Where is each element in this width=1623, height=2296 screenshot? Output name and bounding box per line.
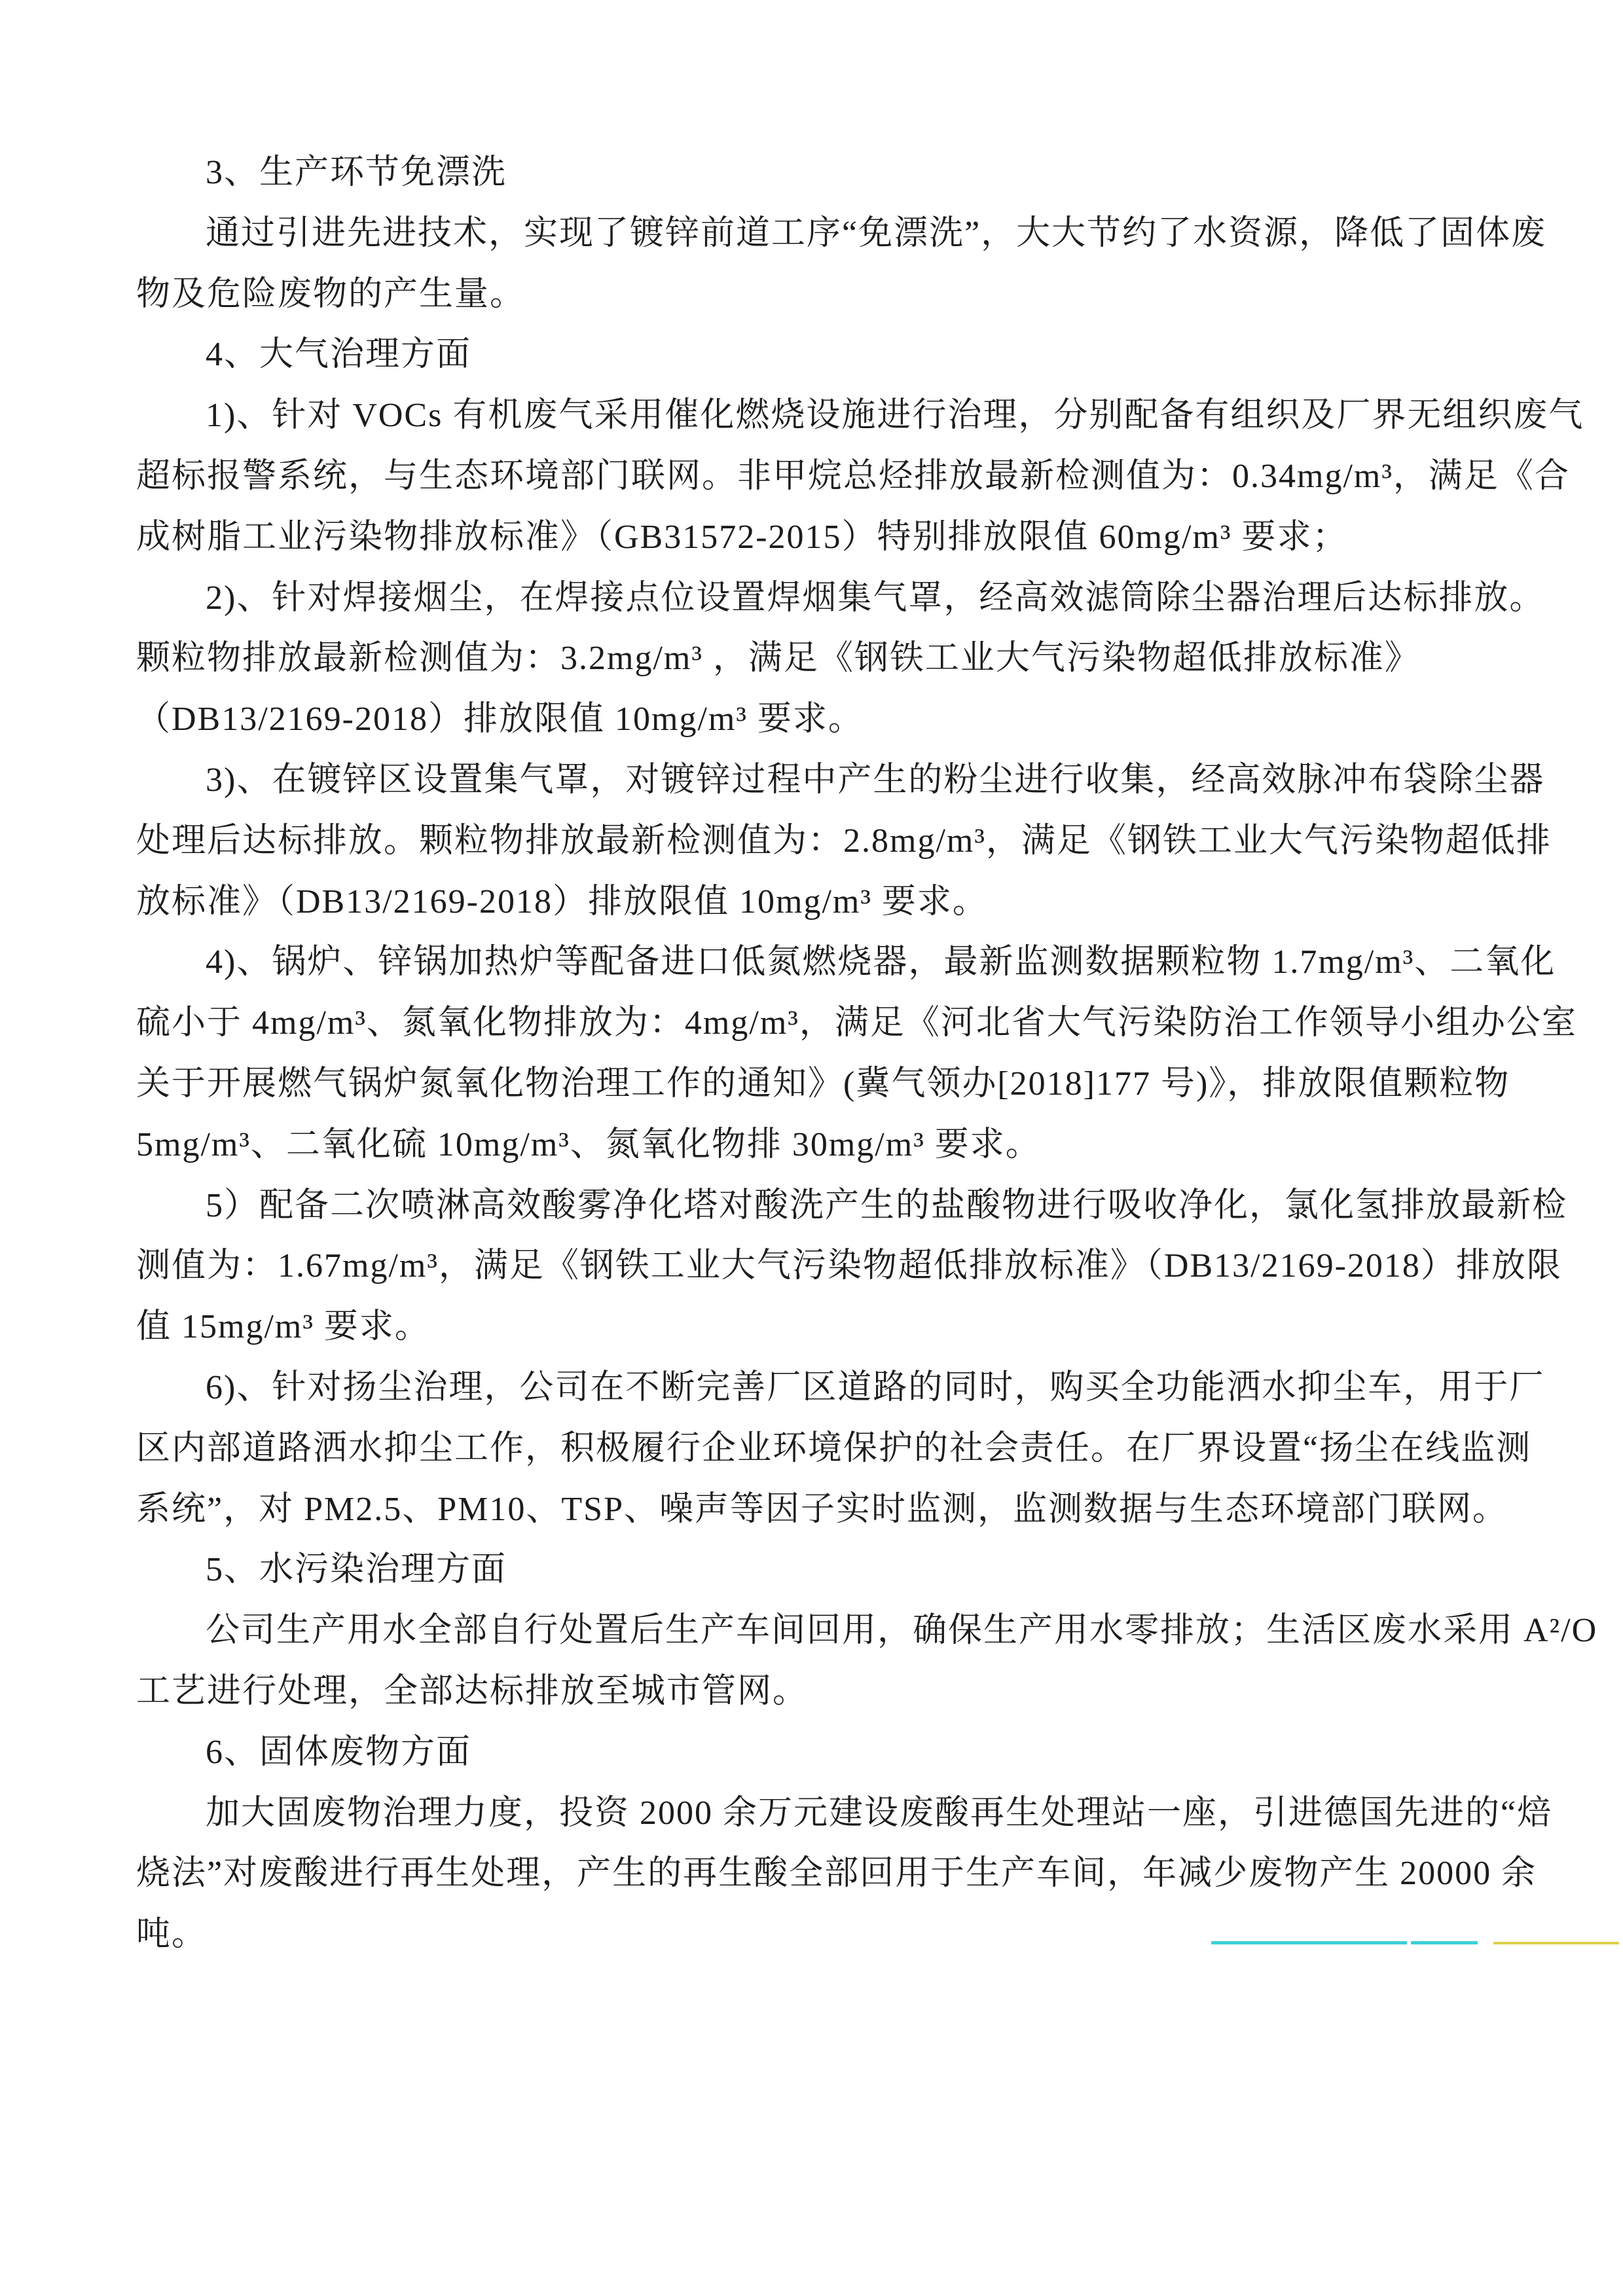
document-line: 区内部道路洒水抑尘工作，积极履行企业环境保护的社会责任。在厂界设置“扬尘在线监测 [136,1429,1532,1467]
document-line: 烧法”对废酸进行再生处理，产生的再生酸全部回用于生产车间，年减少废物产生 20000 余 [136,1855,1537,1893]
document-line: 颗粒物排放最新检测值为：3.2mg/m³ ，满足《钢铁工业大气污染物超低排放标准》 [136,640,1420,678]
document-line: 值 15mg/m³ 要求。 [136,1308,430,1346]
document-line: 关于开展燃气锅炉氮氧化物治理工作的通知》(冀气领办[2018]177 号)》，排放限值颗粒物 [136,1065,1510,1102]
document-line: 5mg/m³、二氧化硫 10mg/m³、氮氧化物排 30mg/m³ 要求。 [136,1125,1041,1163]
document-line: 放标准》（DB13/2169-2018）排放限值 10mg/m³ 要求。 [136,883,988,920]
document-line: 系统”，对 PM2.5、PM10、TSP、噪声等因子实时监测，监测数据与生态环境部门联网。 [136,1490,1508,1528]
document-text-block [136,143,1598,1965]
document-line: 6)、针对扬尘治理，公司在不断完善厂区道路的同时，购买全功能洒水抑尘车，用于厂 [206,1368,1545,1406]
document-line: 6、固体废物方面 [206,1733,472,1771]
document-line: 硫小于 4mg/m³、氮氧化物排放为：4mg/m³，满足《河北省大气污染防治工作领导小组办公室 [136,1004,1577,1042]
document-line: 加大固废物治理力度，投资 2000 余万元建设废酸再生处理站一座，引进德国先进的“焙 [206,1794,1553,1832]
cyan-highlighter-mark [1411,1941,1478,1944]
document-line: 成树脂工业污染物排放标准》（GB31572-2015）特别排放限值 60mg/m³ 要求； [136,518,1348,556]
document-line: 4)、锅炉、锌锅加热炉等配备进口低氮燃烧器，最新监测数据颗粒物 1.7mg/m³、二氧化 [206,943,1556,981]
document-line: 工艺进行处理，全部达标排放至城市管网。 [136,1672,809,1710]
document-line: 3)、在镀锌区设置集气罩，对镀锌过程中产生的粉尘进行收集，经高效脉冲布袋除尘器 [206,761,1545,799]
document-line: 物及危险废物的产生量。 [136,275,526,313]
document-line: 3、生产环节免漂洗 [206,154,507,191]
cyan-highlighter-mark [1211,1941,1407,1944]
document-line: 5、水污染治理方面 [206,1551,507,1589]
yellow-highlighter-mark [1493,1942,1619,1944]
document-line: 通过引进先进技术，实现了镀锌前道工序“免漂洗”，大大节约了水资源，降低了固体废 [206,214,1547,252]
document-line: 1)、针对 VOCs 有机废气采用催化燃烧设施进行治理，分别配备有组织及厂界无组织废气 [206,397,1584,435]
document-line: （DB13/2169-2018）排放限值 10mg/m³ 要求。 [136,701,864,738]
document-line: 5）配备二次喷淋高效酸雾净化塔对酸洗产生的盐酸物进行吸收净化，氯化氢排放最新检 [206,1186,1568,1224]
document-line: 测值为：1.67mg/m³，满足《钢铁工业大气污染物超低排放标准》（DB13/2169-2018）排放限 [136,1247,1562,1285]
document-line: 吨。 [136,1916,208,1954]
document-line: 处理后达标排放。颗粒物排放最新检测值为：2.8mg/m³，满足《钢铁工业大气污染物超低排 [136,822,1552,860]
document-line: 2)、针对焊接烟尘，在焊接点位设置焊烟集气罩，经高效滤筒除尘器治理后达标排放。 [206,579,1545,617]
document-line: 4、大气治理方面 [206,336,472,374]
document-line: 公司生产用水全部自行处置后生产车间回用，确保生产用水零排放；生活区废水采用 A²/O [206,1612,1598,1650]
document-line: 超标报警系统，与生态环境部门联网。非甲烷总烃排放最新检测值为：0.34mg/m³，满足《合 [136,457,1570,495]
